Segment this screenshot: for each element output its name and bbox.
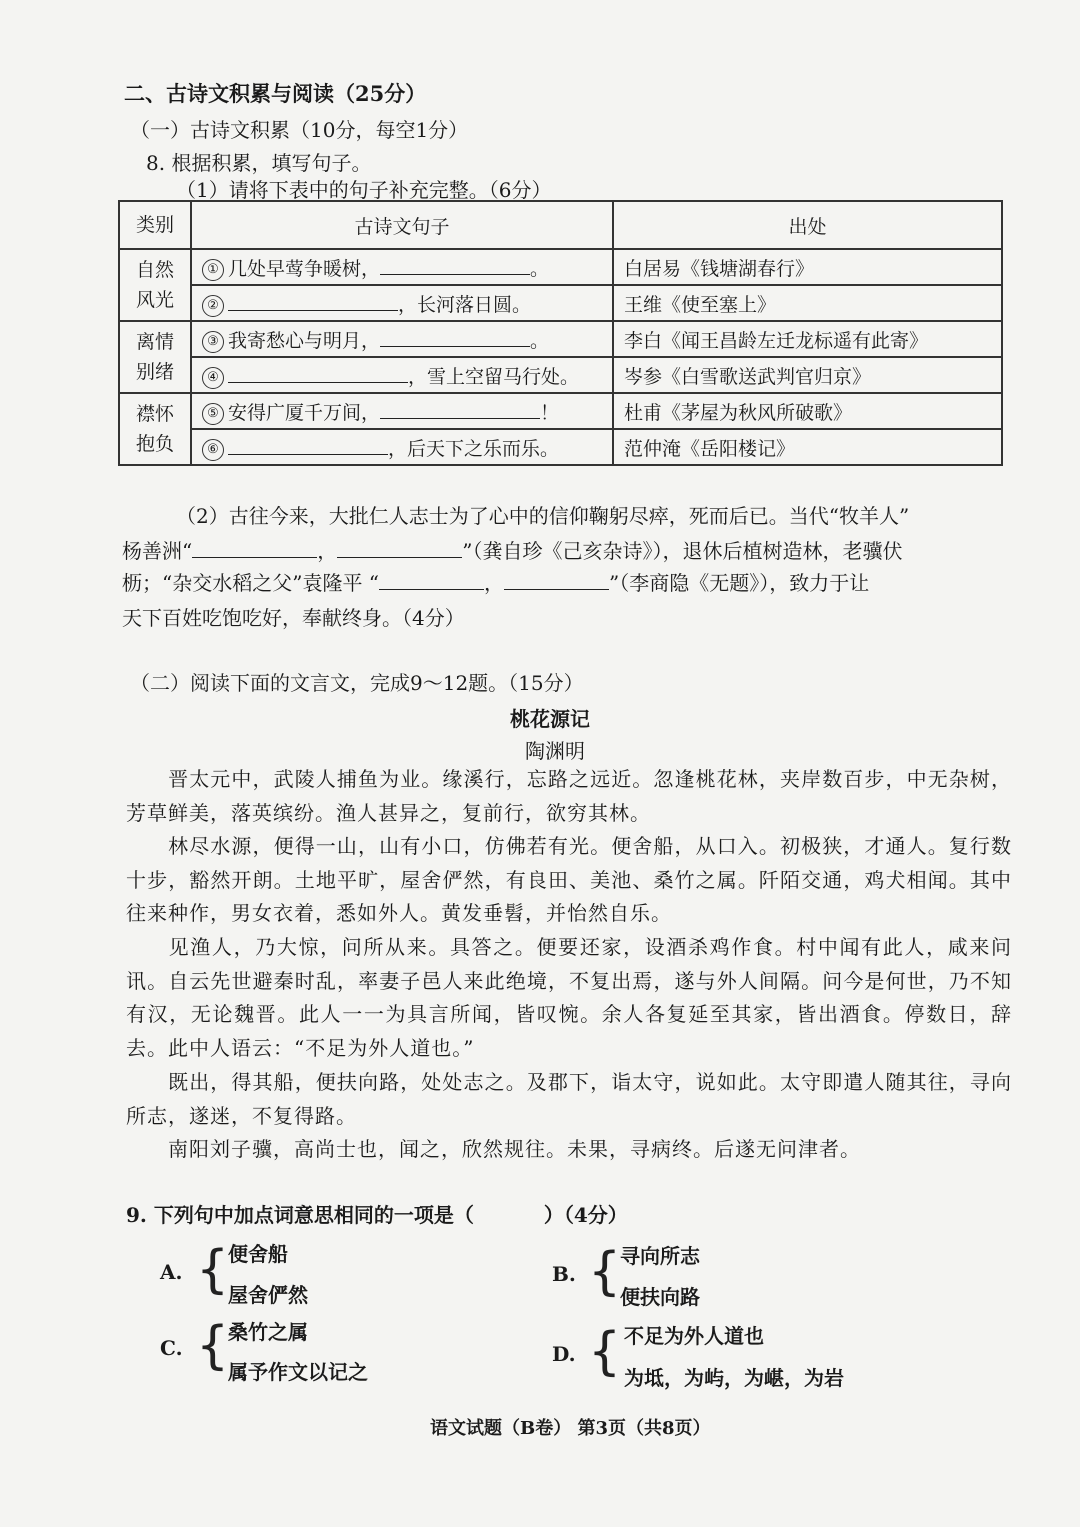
brace-icon: { [588, 1242, 622, 1302]
table-row: ③ 我寄愁心与明月， 。 [191, 321, 613, 357]
passage-paragraph: 既出，得其船，便扶向路，处处志之。及郡下，诣太守，说如此。太守即遣人随其往，寻向所志，遂迷，不复得路。 [126, 1070, 1012, 1128]
answer-blank[interactable] [337, 539, 462, 558]
answer-blank[interactable] [380, 328, 530, 347]
option-d-line1: 不足为外人道也 [624, 1324, 764, 1348]
subsection-title: （二）阅读下面的文言文，完成9～12题。（15分） [130, 671, 584, 695]
subsection-title: （一）古诗文积累（10分，每空1分） [130, 118, 469, 142]
option-label-d[interactable]: D. [552, 1342, 576, 1366]
table-source: 杜甫《茅屋为秋风所破歌》 [613, 393, 1002, 429]
answer-blank[interactable] [380, 400, 540, 419]
answer-blank[interactable] [228, 364, 408, 383]
passage-paragraph: 晋太元中，武陵人捕鱼为业。缘溪行，忘路之远近。忽逢桃花林，夹岸数百步，中无杂树，芳草鲜美，落英缤纷。渔人甚异之，复前行，欲穷其林。 [126, 767, 1012, 825]
question-8-2-line4: 天下百姓吃饱吃好，奉献终身。（4分） [122, 606, 465, 630]
passage-paragraph: 南阳刘子骥，高尚士也，闻之，欣然规往。未果，寻病终。后遂无问津者。 [168, 1137, 861, 1161]
table-header: 类别 [119, 201, 191, 249]
option-a-line2: 屋舍俨然 [228, 1283, 308, 1307]
passage-title: 桃花源记 [510, 707, 590, 731]
question-8: 8. 根据积累，填写句子。 [146, 151, 372, 175]
table-source: 李白《闻王昌龄左迁龙标遥有此寄》 [613, 321, 1002, 357]
answer-blank[interactable] [380, 256, 530, 275]
passage-paragraph: 见渔人，乃大惊，问所从来。具答之。便要还家，设酒杀鸡作食。村中闻有此人，咸来问讯。自云先世避秦时乱，率妻子邑人来此绝境，不复出焉，遂与外人间隔。问今是何世，乃不知有汉，无论魏晋。此人一一为具言所闻，皆叹惋。余人各复延至其家，皆出酒食。停数日，辞去。此中人语云：“不足为外人道也。” [126, 935, 1012, 1060]
answer-blank[interactable] [504, 571, 609, 590]
option-label-c[interactable]: C. [160, 1336, 183, 1360]
question-8-2-line2: 杨善洲“ ， ”（龚自珍《己亥杂诗》），退休后植树造林，老骥伏 [122, 539, 903, 563]
table-row: ① 几处早莺争暖树， 。 [191, 249, 613, 285]
table-header: 古诗文句子 [191, 201, 613, 249]
table-source: 王维《使至塞上》 [613, 285, 1002, 321]
question-8-2-line3: 枥；“杂交水稻之父”袁隆平 “ ， ”（李商隐《无题》），致力于让 [122, 571, 870, 595]
question-9: 9. 下列句中加点词意思相同的一项是（ ）（4分） [126, 1203, 628, 1227]
section-title: 二、古诗文积累与阅读（25分） [124, 81, 427, 106]
answer-blank[interactable] [228, 292, 398, 311]
passage-author: 陶渊明 [525, 739, 585, 763]
option-label-b[interactable]: B. [552, 1262, 576, 1286]
table-row: ⑤ 安得广厦千万间， ！ [191, 393, 613, 429]
answer-blank[interactable] [192, 539, 317, 558]
brace-icon: { [588, 1322, 622, 1382]
option-c-line1: 桑竹之属 [228, 1320, 308, 1344]
option-label-a[interactable]: A. [160, 1260, 183, 1284]
table-row: ④ ，雪上空留马行处。 [191, 357, 613, 393]
option-c-line2: 属予作文以记之 [228, 1360, 368, 1384]
brace-icon: { [196, 1316, 230, 1376]
question-8-2-line1: （2）古往今来，大批仁人志士为了心中的信仰鞠躬尽瘁，死而后已。当代“牧羊人” [176, 504, 910, 528]
option-a-line1: 便舍船 [228, 1242, 288, 1266]
table-source: 岑参《白雪歌送武判官归京》 [613, 357, 1002, 393]
option-d-line2: 为坻，为屿，为嵁，为岩 [624, 1366, 844, 1390]
answer-blank[interactable] [379, 571, 484, 590]
option-b-line1: 寻向所志 [620, 1244, 700, 1268]
answer-blank[interactable] [228, 436, 388, 455]
table-header: 出处 [613, 201, 1002, 249]
table-category: 襟怀抱负 [119, 393, 191, 465]
passage-paragraph: 林尽水源，便得一山，山有小口，仿佛若有光。便舍船，从口入。初极狭，才通人。复行数十步，豁然开朗。土地平旷，屋舍俨然，有良田、美池、桑竹之属。阡陌交通，鸡犬相闻。其中往来种作，男女衣着，悉如外人。黄发垂髫，并怡然自乐。 [126, 834, 1012, 925]
table-row: ② ，长河落日圆。 [191, 285, 613, 321]
page-footer: 语文试题（B卷） 第3页（共8页） [430, 1418, 711, 1439]
table-source: 白居易《钱塘湖春行》 [613, 249, 1002, 285]
table-category: 自然风光 [119, 249, 191, 321]
option-b-line2: 便扶向路 [620, 1285, 700, 1309]
table-row: ⑥ ，后天下之乐而乐。 [191, 429, 613, 465]
brace-icon: { [196, 1240, 230, 1300]
table-category: 离情别绪 [119, 321, 191, 393]
table-source: 范仲淹《岳阳楼记》 [613, 429, 1002, 465]
question-8-1: （1）请将下表中的句子补充完整。（6分） [176, 178, 552, 202]
poem-table [118, 200, 1003, 466]
